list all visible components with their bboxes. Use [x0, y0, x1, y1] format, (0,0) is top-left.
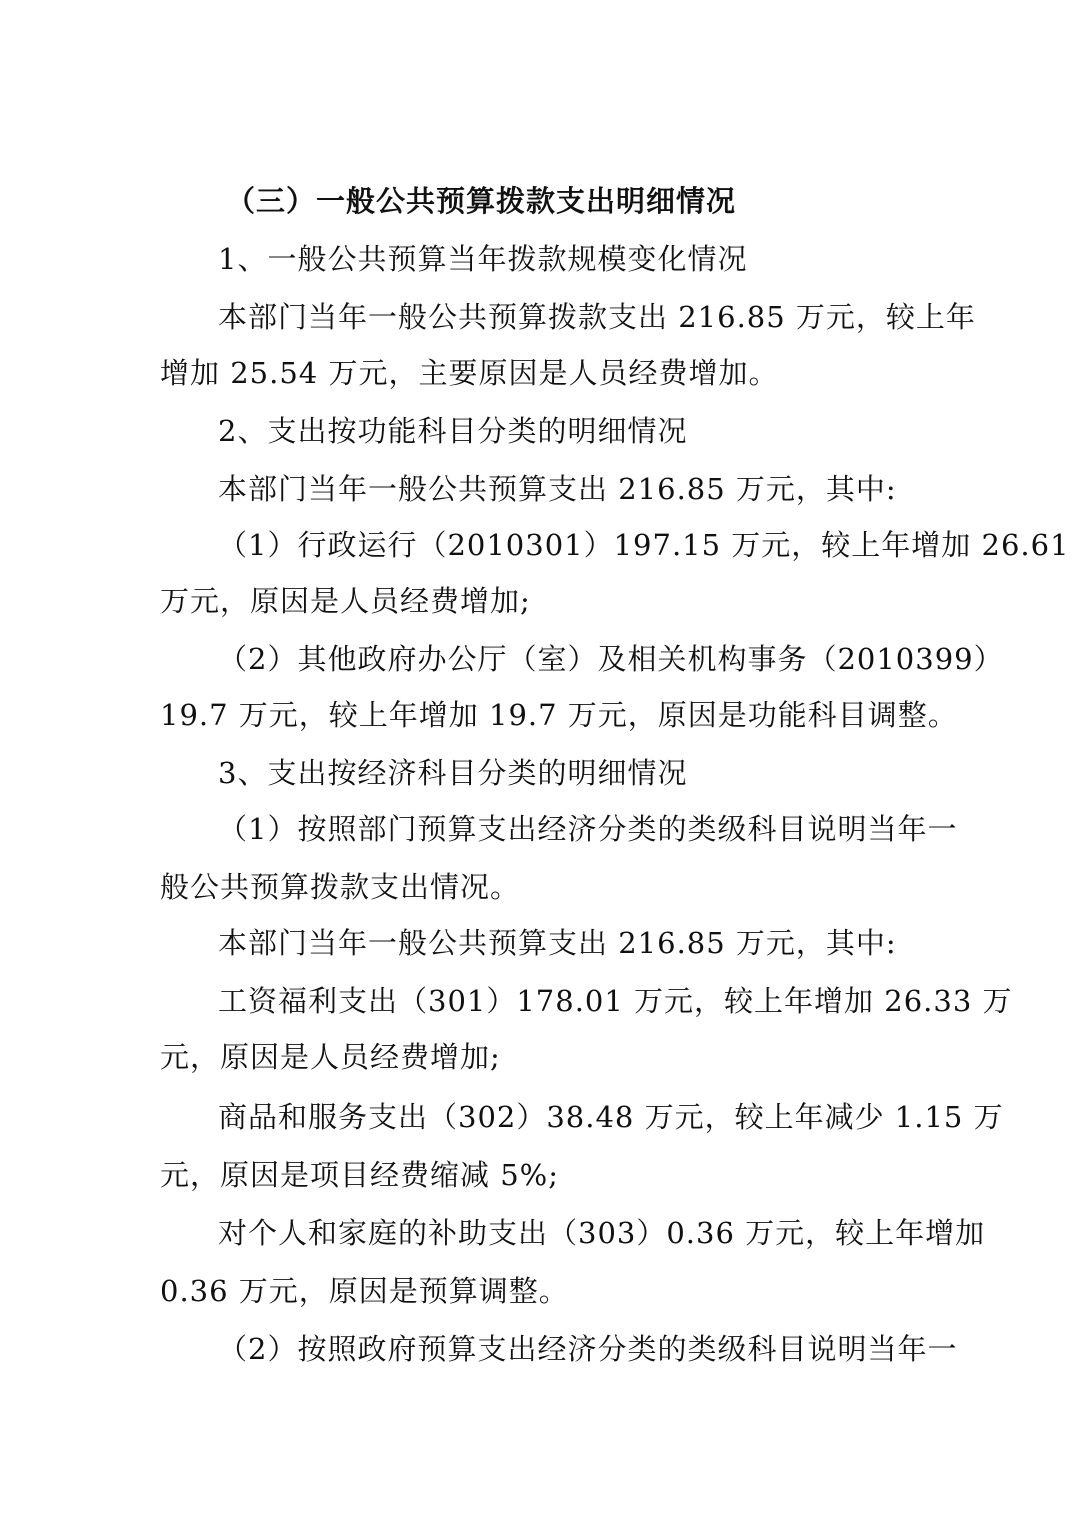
paragraph-line: 商品和服务支出（302）38.48 万元，较上年减少 1.15 万	[218, 1100, 1004, 1134]
paragraph-line: 元，原因是项目经费缩减 5%;	[160, 1158, 559, 1192]
subheading-3: 3、支出按经济科目分类的明细情况	[218, 756, 688, 790]
subheading-1: 1、一般公共预算当年拨款规模变化情况	[218, 242, 748, 276]
paragraph-line: 本部门当年一般公共预算支出 216.85 万元，其中:	[218, 472, 897, 506]
paragraph-line: 本部门当年一般公共预算支出 216.85 万元，其中:	[218, 926, 897, 960]
paragraph-line: （1）行政运行（2010301）197.15 万元，较上年增加 26.61	[218, 528, 1070, 562]
paragraph-line: 0.36 万元，原因是预算调整。	[160, 1274, 569, 1308]
paragraph-line: （2）按照政府预算支出经济分类的类级科目说明当年一	[218, 1332, 958, 1366]
paragraph-line: 万元，原因是人员经费增加;	[160, 584, 531, 618]
paragraph-line: 般公共预算拨款支出情况。	[160, 870, 521, 904]
paragraph-line: 增加 25.54 万元，主要原因是人员经费增加。	[160, 356, 779, 390]
paragraph-line: （1）按照部门预算支出经济分类的类级科目说明当年一	[218, 812, 958, 846]
paragraph-line: 元，原因是人员经费增加;	[160, 1040, 501, 1074]
subheading-2: 2、支出按功能科目分类的明细情况	[218, 414, 688, 448]
paragraph-line: 对个人和家庭的补助支出（303）0.36 万元，较上年增加	[218, 1216, 986, 1250]
paragraph-line: 本部门当年一般公共预算拨款支出 216.85 万元，较上年	[218, 300, 976, 334]
paragraph-line: 19.7 万元，较上年增加 19.7 万元，原因是功能科目调整。	[160, 698, 958, 732]
section-heading: （三）一般公共预算拨款支出明细情况	[226, 184, 737, 218]
paragraph-line: （2）其他政府办公厅（室）及相关机构事务（2010399）	[218, 642, 1004, 676]
paragraph-line: 工资福利支出（301）178.01 万元，较上年增加 26.33 万	[218, 984, 1013, 1018]
